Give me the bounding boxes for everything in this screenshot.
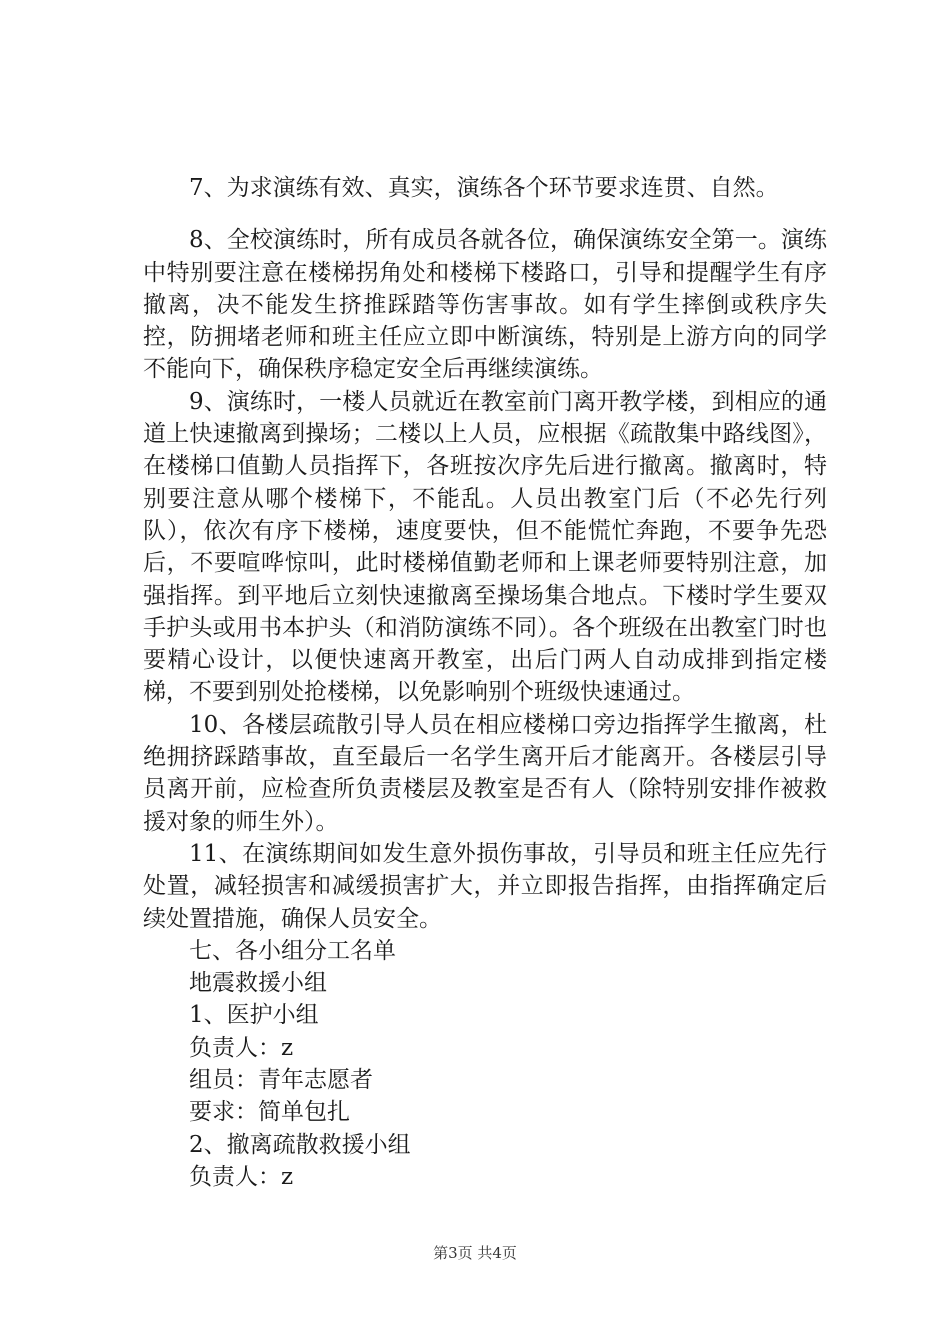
paragraph-item-10: 10、各楼层疏散引导人员在相应楼梯口旁边指挥学生撤离，杜绝拥挤踩踏事故，直至最后一名学生离开后才能离开。各楼层引导员离开前，应检查所负责楼层及教室是否有人（除特别安排作被救援对象的师生外）。: [143, 711, 827, 835]
document-body: [143, 172, 827, 1193]
group-assignment-list: [143, 935, 827, 1193]
page-number-footer: 第3页 共4页: [433, 1244, 517, 1262]
medical-leader-line: 负责人：z: [189, 1034, 294, 1061]
section-heading-group-list: 七、各小组分工名单: [189, 937, 396, 964]
paragraph-item-11: 11、在演练期间如发生意外损伤事故，引导员和班主任应先行处置，减轻损害和减缓损害扩大，并立即报告指挥，由指挥确定后续处置措施，确保人员安全。: [143, 840, 827, 932]
group-heading-earthquake-rescue: 地震救援小组: [189, 970, 327, 997]
subgroup-heading-medical: 1、医护小组: [189, 1002, 319, 1029]
paragraph-item-8: 8、全校演练时，所有成员各就各位，确保演练安全第一。演练中特别要注意在楼梯拐角处和楼梯下楼路口，引导和提醒学生有序撤离，决不能发生挤推踩踏等伤害事故。如有学生摔倒或秩序失控，防拥堵老师和班主任应立即中断演练，特别是上游方向的同学不能向下，确保秩序稳定安全后再继续演练。: [143, 227, 827, 383]
medical-members-line: 组员：青年志愿者: [189, 1067, 373, 1094]
paragraph-item-7: 7、为求演练有效、真实，演练各个环节要求连贯、自然。: [189, 175, 779, 201]
subgroup-heading-evacuation: 2、撤离疏散救援小组: [189, 1131, 411, 1158]
evacuation-leader-line: 负责人：z: [189, 1163, 294, 1190]
medical-requirement-line: 要求：简单包扎: [189, 1099, 350, 1126]
paragraph-item-9: 9、演练时，一楼人员就近在教室前门离开教学楼，到相应的通道上快速撤离到操场；二楼以上人员，应根据《疏散集中路线图》，在楼梯口值勤人员指挥下，各班按次序先后进行撤离。撤离时，特别要注意从哪个楼梯下，不能乱。人员出教室门后（不必先行列队），依次有序下楼梯，速度要快，但不能慌忙奔跑，不要争先恐后，不要喧哗惊叫，此时楼梯值勤老师和上课老师要特别注意，加强指挥。到平地后立刻快速撤离至操场集合地点。下楼时学生要双手护头或用书本护头（和消防演练不同）。各个班级在出教室门时也要精心设计，以便快速离开教室，出后门两人自动成排到指定楼梯，不要到别处抢楼梯，以免影响别个班级快速通过。: [143, 388, 827, 706]
